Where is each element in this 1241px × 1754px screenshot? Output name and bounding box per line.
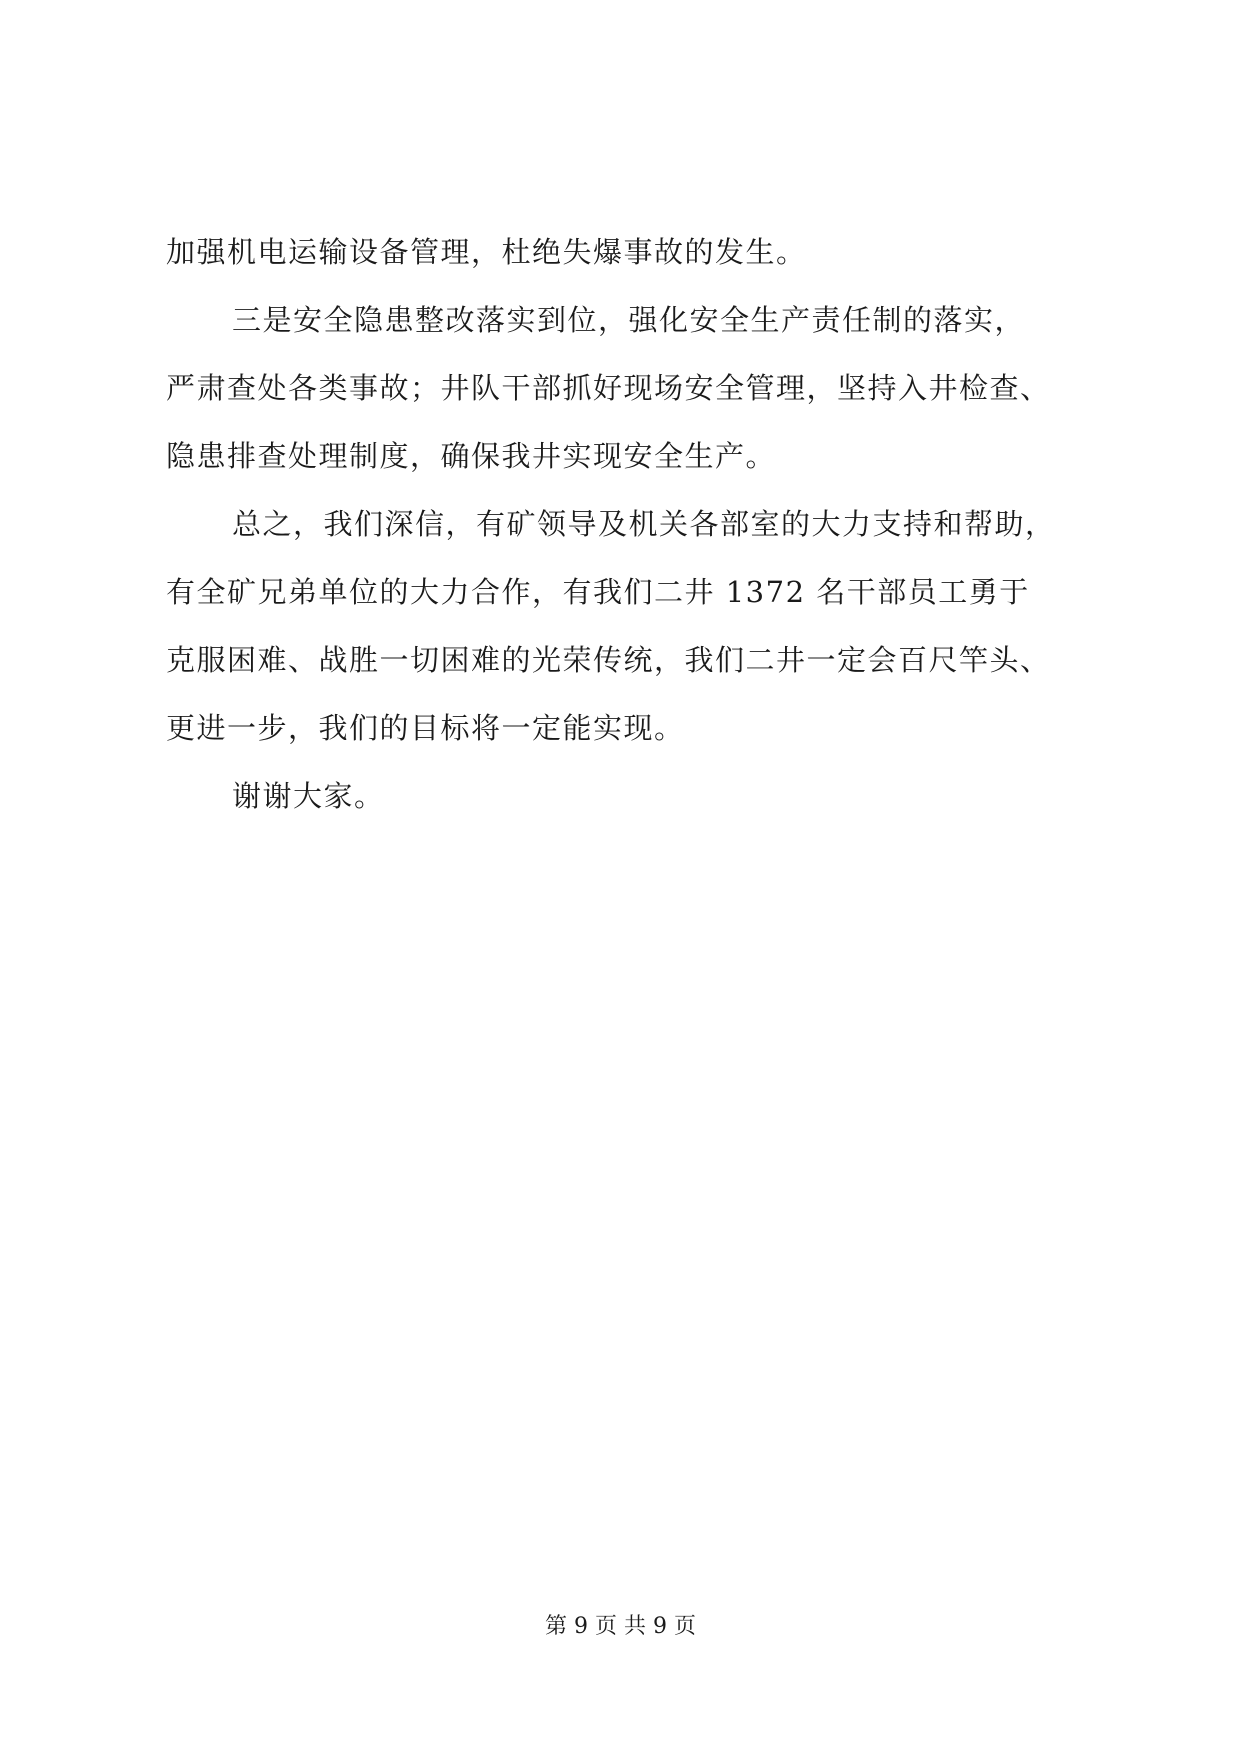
paragraph-line: 三是安全隐患整改落实到位，强化安全生产责任制的落实， — [232, 303, 1026, 337]
paragraph-line: 克服困难、战胜一切困难的光荣传统，我们二井一定会百尺竿头、 — [166, 643, 1051, 677]
paragraph-line: 隐患排查处理制度，确保我井实现安全生产。 — [166, 439, 777, 473]
paragraph-line: 总之，我们深信，有矿领导及机关各部室的大力支持和帮助， — [232, 507, 1056, 541]
paragraph-line: 谢谢大家。 — [232, 779, 385, 813]
paragraph-line: 加强机电运输设备管理，杜绝失爆事故的发生。 — [166, 235, 807, 269]
paragraph-line: 严肃查处各类事故；井队干部抓好现场安全管理，坚持入井检查、 — [166, 371, 1051, 405]
page-footer: 第 9 页 共 9 页 — [545, 1614, 696, 1639]
paragraph-line: 更进一步，我们的目标将一定能实现。 — [166, 711, 685, 745]
paragraph-line: 有全矿兄弟单位的大力合作，有我们二井 1372 名干部员工勇于 — [166, 575, 1030, 609]
